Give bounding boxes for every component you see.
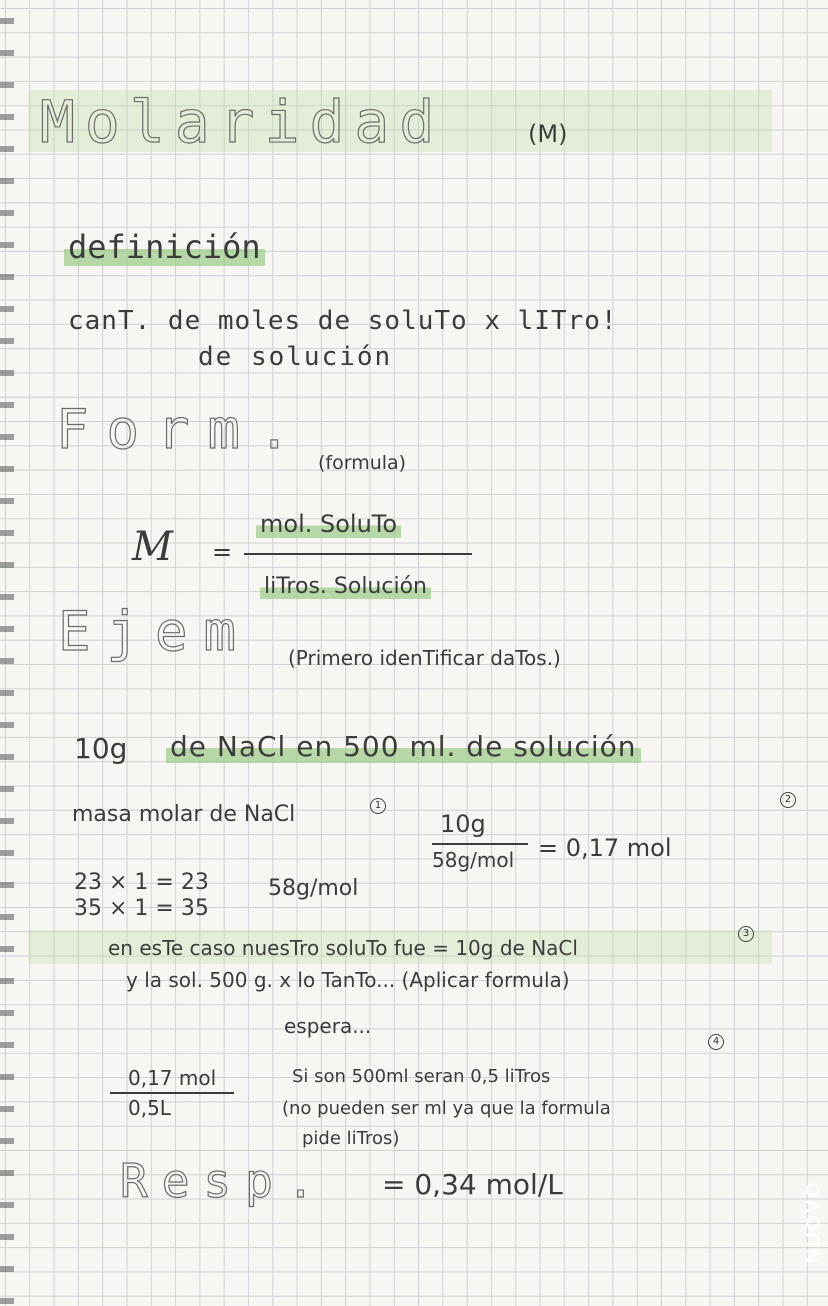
step-4-badge: 4 (708, 1034, 724, 1050)
definition-line-2: de solución (198, 342, 393, 372)
answer-label: Resp. (120, 1154, 329, 1208)
formula-numerator: mol. SoluTo (256, 510, 401, 538)
spiral-binding (0, 0, 14, 1306)
comment-line-2: y la sol. 500 g. x lo TanTo... (Aplicar formula) (126, 968, 570, 992)
formula-note: (formula) (318, 452, 407, 474)
answer-value: = 0,34 mol/L (382, 1168, 563, 1201)
formula-heading: Form. (56, 398, 309, 461)
brand-watermark: NUOVO (803, 1180, 825, 1264)
final-numerator: 0,17 mol (128, 1066, 217, 1090)
calc-line-1: 23 × 1 = 23 (74, 870, 209, 895)
definition-line-1: canT. de moles de soluTo x lITro! (68, 306, 618, 336)
example-note: (Primero idenTificar daTos.) (288, 646, 561, 670)
problem-quantity: 10g (74, 732, 128, 765)
note-line-2: (no pueden ser ml ya que la formula (282, 1098, 611, 1119)
definition-heading: definición (64, 228, 265, 266)
comment-line-1: en esTe caso nuesTro soluTo fue = 10g de NaCl (108, 936, 578, 960)
moles-denominator: 58g/mol (432, 848, 515, 872)
calc-line-2: 35 × 1 = 35 (74, 896, 209, 921)
problem-statement: de NaCl en 500 ml. de solución (166, 730, 641, 763)
formula-equals: = (212, 538, 233, 566)
step-1-badge: 1 (370, 798, 386, 814)
formula-lhs: M (132, 524, 173, 570)
formula-denominator: liTros. Solución (260, 574, 431, 599)
moles-fraction-bar (432, 843, 528, 845)
final-denominator: 0,5L (128, 1096, 171, 1120)
title-symbol: (M) (528, 120, 568, 148)
step-2-badge: 2 (780, 792, 796, 808)
example-heading: Ejem (58, 600, 253, 663)
note-line-3: pide liTros) (302, 1128, 400, 1149)
note-line-1: Si son 500ml seran 0,5 liTros (292, 1066, 551, 1087)
page-title: Molaridad (40, 88, 445, 156)
calc-result: 58g/mol (268, 876, 359, 901)
step-3-badge: 3 (738, 926, 754, 942)
comment-line-3: espera... (284, 1014, 372, 1038)
molar-mass-label: masa molar de NaCl (72, 802, 296, 827)
moles-result: = 0,17 mol (538, 834, 672, 862)
moles-numerator: 10g (440, 810, 486, 838)
formula-fraction-bar (244, 553, 472, 555)
final-fraction-bar (110, 1092, 234, 1094)
